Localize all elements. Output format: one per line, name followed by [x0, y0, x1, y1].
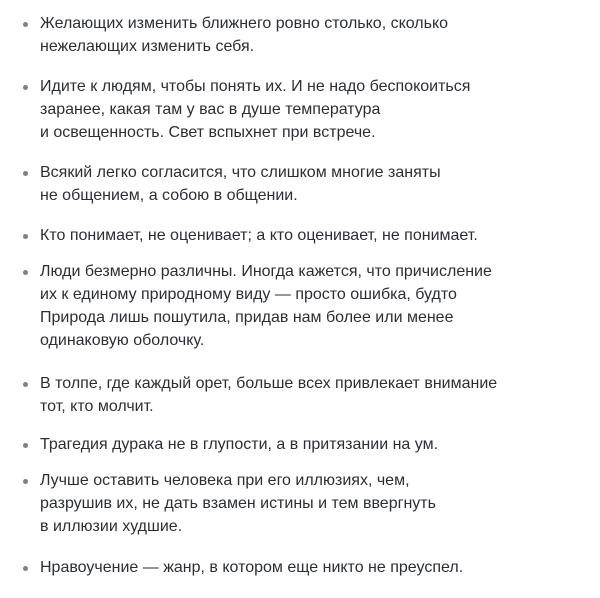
bullet-icon — [23, 443, 28, 448]
bullet-icon — [23, 566, 28, 571]
bullet-icon — [23, 479, 28, 484]
quote-line: Кто понимает, не оценивает; а кто оценивает, не понимает. — [40, 227, 478, 244]
quote-text — [40, 161, 441, 207]
quote-text — [40, 75, 470, 144]
quote-text — [40, 12, 448, 58]
quote-line: не общением, а собою в общении. — [40, 187, 298, 204]
bullet-icon — [23, 382, 28, 387]
quote-line: их к единому природному виду — просто ошибка, будто — [40, 286, 457, 303]
quote-line: заранее, какая там у вас в душе температура — [40, 101, 381, 118]
quote-text — [40, 224, 478, 247]
bullet-icon — [23, 270, 28, 275]
quote-line: Трагедия дурака не в глупости, а в притязании на ум. — [40, 436, 439, 453]
quote-line: Желающих изменить ближнего ровно столько, сколько — [40, 15, 449, 32]
quote-text — [40, 433, 438, 456]
quote-line: Природа лишь пошутила, придав нам более или менее — [40, 309, 454, 326]
quote-text — [40, 556, 463, 579]
quote-line: и освещенность. Свет вспыхнет при встрече. — [40, 124, 376, 141]
quote-line: Нравоучение — жанр, в котором еще никто не преуспел. — [40, 559, 464, 576]
quote-line: одинаковую оболочку. — [40, 332, 205, 349]
quote-line: В толпе, где каждый орет, больше всех привлекает внимание — [40, 375, 498, 392]
quote-line: нежелающих изменить себя. — [40, 38, 255, 55]
quote-line: тот, кто молчит. — [40, 398, 154, 415]
quote-line: Люди безмерно различны. Иногда кажется, что причисление — [40, 263, 492, 280]
quote-text — [40, 372, 497, 418]
quote-text — [40, 260, 492, 352]
quote-text — [40, 469, 436, 538]
bullet-icon — [23, 85, 28, 90]
bullet-icon — [23, 234, 28, 239]
bullet-icon — [23, 22, 28, 27]
quote-line: Лучше оставить человека при его иллюзиях, чем, — [40, 472, 410, 489]
bullet-icon — [23, 171, 28, 176]
quote-line: в иллюзии худшие. — [40, 518, 183, 535]
quote-line: Идите к людям, чтобы понять их. И не надо беспокоиться — [40, 78, 471, 95]
quote-line: разрушив их, не дать взамен истины и тем ввергнуть — [40, 495, 436, 512]
quote-line: Всякий легко согласится, что слишком многие заняты — [40, 164, 441, 181]
